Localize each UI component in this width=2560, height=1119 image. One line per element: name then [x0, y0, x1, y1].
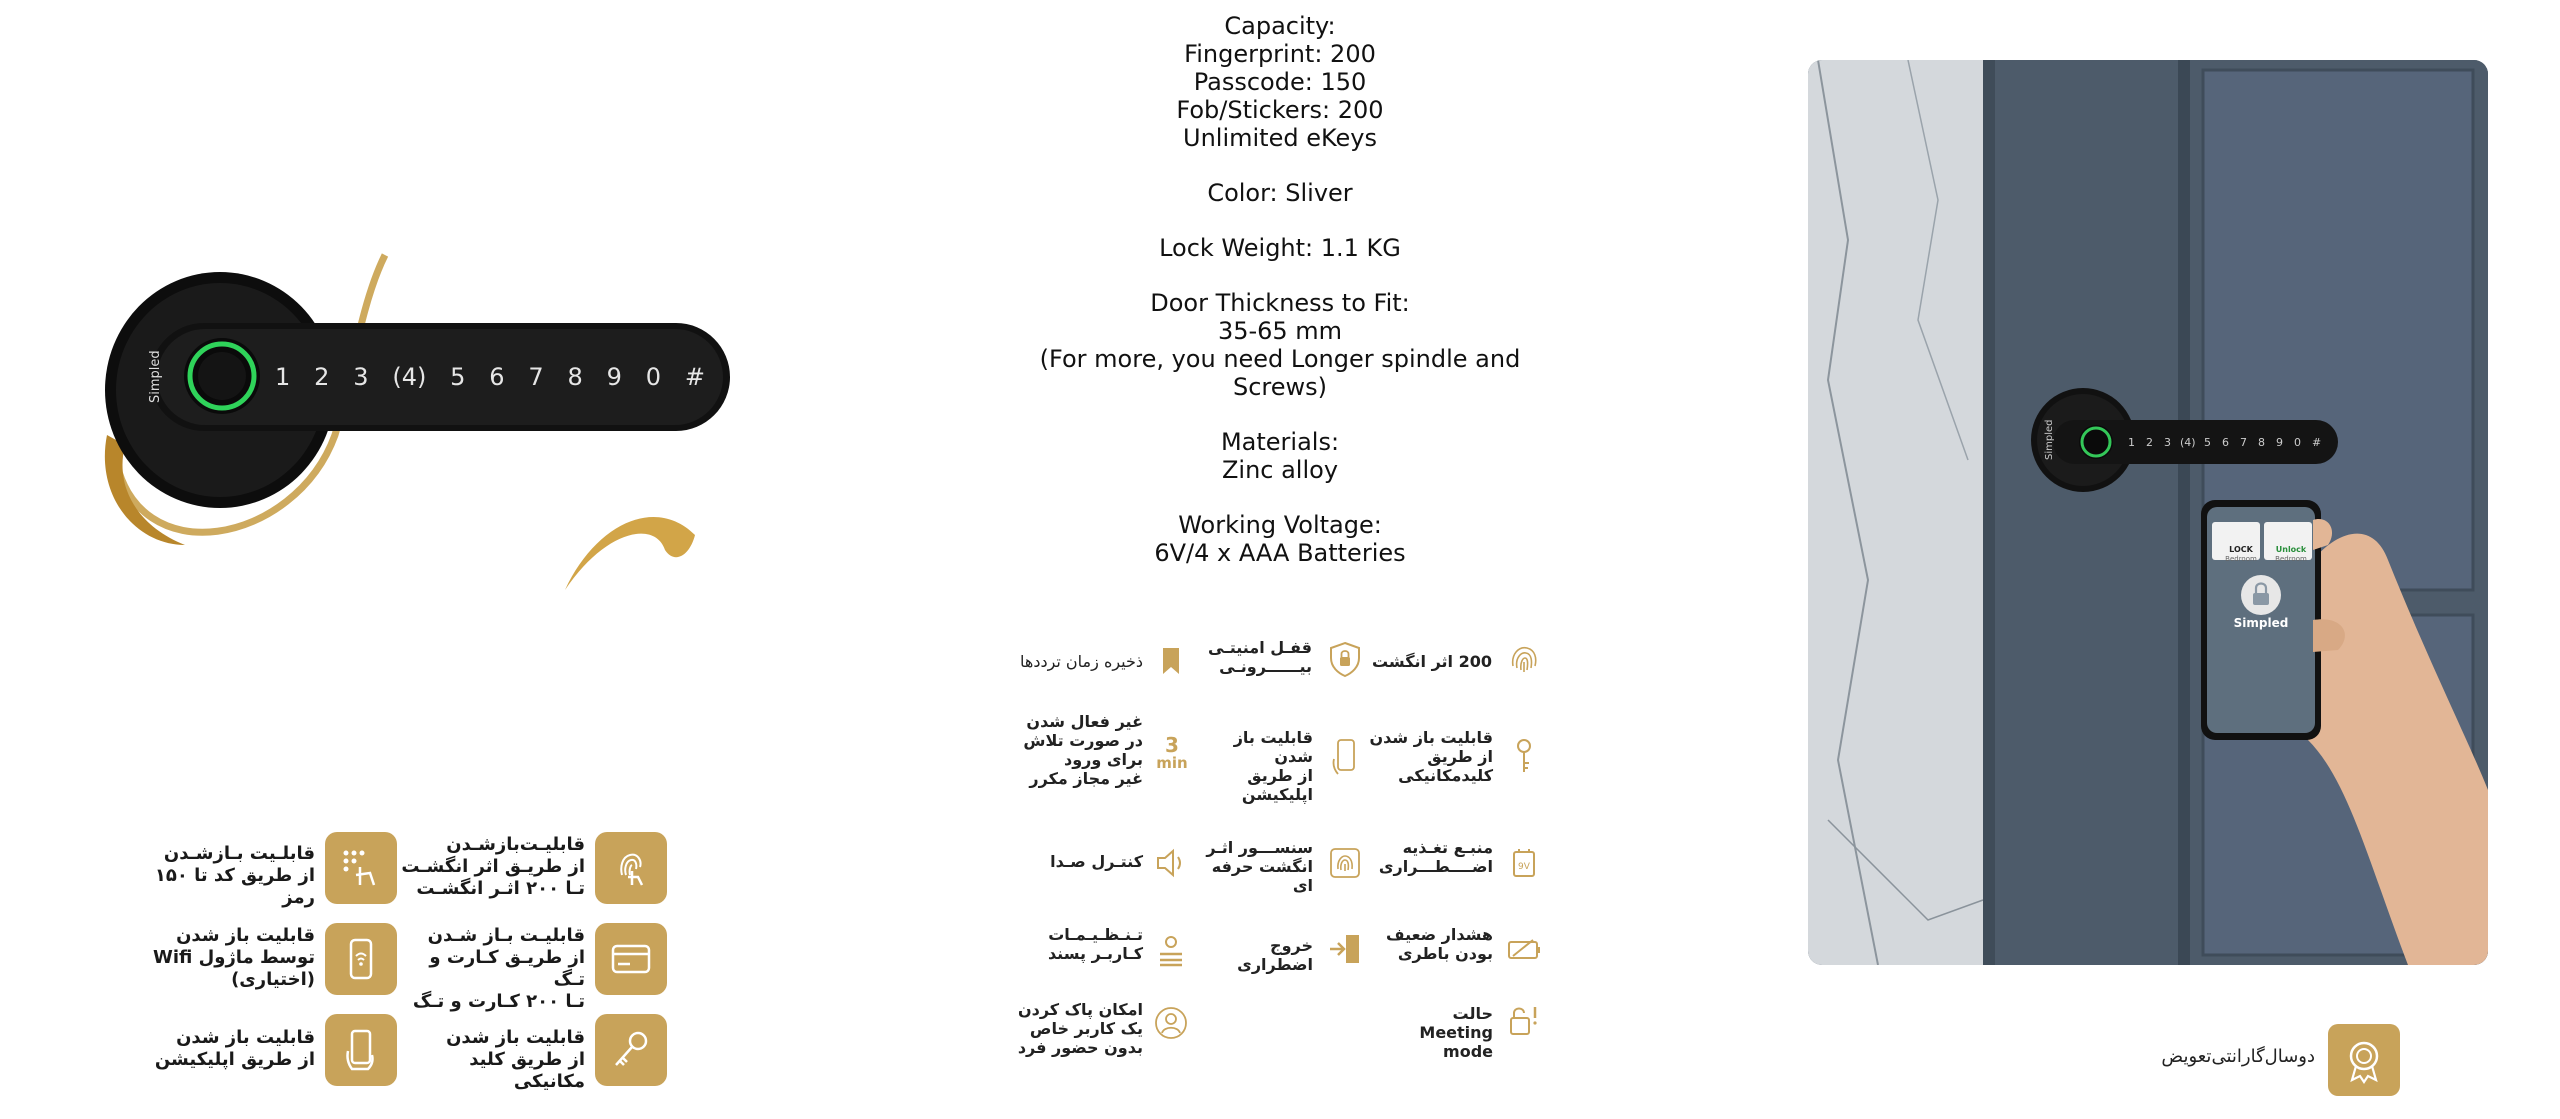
- keypad-key: #: [684, 363, 705, 391]
- svg-text:6: 6: [2222, 436, 2229, 449]
- keypad-key: 8: [567, 363, 583, 391]
- capacity-passcode: Passcode: 150: [1193, 68, 1367, 96]
- grid-exit-text: خروج اضطراری: [1237, 936, 1313, 974]
- svg-text:1: 1: [2128, 436, 2135, 449]
- grid-meeting-text: حالت Meeting mode: [1419, 1004, 1493, 1061]
- keypad-key: 0: [645, 363, 661, 391]
- timer-unit: min: [1156, 754, 1188, 772]
- grid-sensor-text: سنســـور اثـر انگشت حرفه ای: [1206, 838, 1313, 895]
- door-range: 35-65 mm: [1217, 317, 1343, 345]
- keypad-key: 7: [528, 363, 544, 391]
- svg-text:(4): (4): [2180, 436, 2196, 449]
- keypad-key: 9: [606, 363, 622, 391]
- feature-fingerprint-text: قابلیـت‌بازشـدن از طریـق اثر انگشـت تـا ۲۰۰ اثـر انگشـت: [401, 834, 585, 899]
- product-image-lock: [95, 245, 755, 605]
- fingerprint-sensor-icon: [1324, 842, 1366, 884]
- svg-text:3: 3: [2164, 436, 2171, 449]
- bookmark-icon: [1150, 640, 1192, 682]
- phone-hand-icon: [325, 1014, 397, 1086]
- low-battery-icon: [1503, 928, 1545, 970]
- capacity-fingerprint: Fingerprint: 200: [1184, 40, 1376, 68]
- grid-app-text: قابلیت باز شدن از طریق اپلیکیشن: [1233, 728, 1313, 804]
- svg-text:2: 2: [2146, 436, 2153, 449]
- phone-brand: Simpled: [2233, 616, 2289, 630]
- feature-passcode-text: قابلـیت بـازشـدن از طریق کد تا ۱۵۰ رمز: [154, 843, 315, 908]
- svg-text:9: 9: [2276, 436, 2283, 449]
- spec-weight: Lock Weight: 1.1 KG: [1159, 234, 1401, 262]
- svg-text:5: 5: [2204, 436, 2211, 449]
- fingerprint-touch-icon: [595, 832, 667, 904]
- phone-lock-sub: Bedroom: [2225, 555, 2257, 563]
- keypad-key: 6: [489, 363, 505, 391]
- feature-wifi-text: قابلیت باز شدن توسط ماژول Wifi (اختیاری): [153, 925, 315, 990]
- battery-pack-icon: [1503, 842, 1545, 884]
- warranty-text: دوسال‌گارانتی‌تعویض: [2161, 1046, 2315, 1067]
- grid-lowbattery-text: هشدار ضعیف بودن باطری: [1386, 925, 1493, 963]
- keypad-key: 2: [314, 363, 330, 391]
- emergency-exit-icon: [1324, 928, 1366, 970]
- grid-log-text: ذخیره زمان ترددها: [1020, 652, 1143, 671]
- grid-volume-text: کنتـرل صـدا: [1050, 852, 1143, 871]
- timer-icon: [1150, 735, 1194, 771]
- grid-lockout-text: غیر فعال شدن در صورت تلاش برای ورود غیر مجاز مکرر: [1023, 712, 1143, 788]
- door-note: (For more, you need Longer spindle and Screws): [1039, 345, 1521, 401]
- grid-settings-text: تـنـظـیـمـات کـاربـر پسند: [1047, 925, 1143, 963]
- svg-text:#: #: [2312, 436, 2322, 449]
- svg-text:0: 0: [2294, 436, 2301, 449]
- phone-unlock-sub: Bedroom: [2275, 555, 2307, 563]
- feature-card-text: قابلیـت بـاز شـدن از طریـق کـارت و تـگ تـا ۲۰۰ کـارت و تـگ: [412, 925, 585, 1012]
- voltage-value: 6V/4 x AAA Batteries: [1154, 539, 1406, 567]
- keypad-touch-icon: [325, 832, 397, 904]
- grid-delete-user-text: امکان پاک کردن یک کاربر خاص بدون حضور فرد: [1017, 1000, 1143, 1057]
- phone-grid-icon: [1324, 735, 1366, 777]
- grid-power-text: منبـع تغـذیه اضــــطـــراری: [1378, 838, 1493, 876]
- wifi-phone-icon: [325, 923, 397, 995]
- capacity-ekeys: Unlimited eKeys: [1183, 124, 1377, 152]
- keypad: [275, 360, 705, 394]
- fingerprint-icon: [1503, 638, 1545, 680]
- svg-text:9V: 9V: [1518, 862, 1530, 872]
- grid-key-text: قابلیت باز شدن از طریق کلیدمکانیکی: [1369, 728, 1493, 785]
- shield-lock-icon: [1324, 638, 1366, 680]
- grid-security-text: قفـل امنیتـی بیــــــرونـی: [1208, 638, 1312, 676]
- door-title: Door Thickness to Fit:: [1150, 289, 1410, 317]
- svg-text:7: 7: [2240, 436, 2247, 449]
- keypad-key: 1: [275, 363, 291, 391]
- materials-title: Materials:: [1220, 428, 1340, 456]
- capacity-fob: Fob/Stickers: 200: [1176, 96, 1384, 124]
- spec-color: Color: Sliver: [1207, 179, 1353, 207]
- user-remove-icon: [1150, 1002, 1192, 1044]
- product-photo-door: [1808, 60, 2488, 965]
- materials-value: Zinc alloy: [1221, 456, 1339, 484]
- meeting-lock-icon: [1503, 1000, 1545, 1042]
- timer-value: 3: [1165, 733, 1179, 757]
- phone-unlock-label: Unlock: [2275, 545, 2307, 554]
- grid-fingerprint-text: 200 اثر انگشت: [1371, 652, 1492, 671]
- key-grid-icon: [1503, 735, 1545, 777]
- key-icon: [595, 1014, 667, 1086]
- keypad-key: 5: [450, 363, 466, 391]
- keypad-key: 3: [353, 363, 369, 391]
- speaker-icon: [1150, 842, 1192, 884]
- feature-key-text: قابلیت باز شدن از طریق کلید مکانیکی: [446, 1027, 585, 1092]
- product-brand-label: Simpled: [148, 350, 163, 403]
- settings-icon: [1150, 928, 1192, 970]
- keypad-key: (4): [392, 363, 427, 391]
- feature-app-text: قابلیت باز شدن از طریق اپلیکیشن: [154, 1027, 315, 1070]
- svg-text:Simpled: Simpled: [2044, 419, 2055, 460]
- capacity-title: Capacity:: [1224, 12, 1336, 40]
- card-icon: [595, 923, 667, 995]
- specifications: [1000, 12, 1560, 594]
- phone-lock-label: LOCK: [2229, 545, 2253, 554]
- voltage-title: Working Voltage:: [1178, 511, 1382, 539]
- warranty-medal-icon: [2328, 1024, 2400, 1096]
- svg-text:8: 8: [2258, 436, 2265, 449]
